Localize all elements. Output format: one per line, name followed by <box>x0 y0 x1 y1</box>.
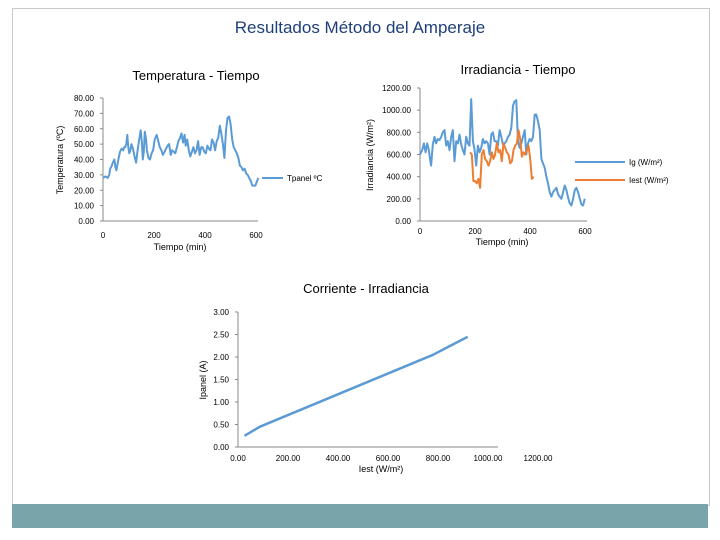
irr-legend-label-0: Ig (W/m²) <box>629 158 663 167</box>
temp-x-tick-label: 0 <box>100 231 106 240</box>
irr-y-tick-label: 800.00 <box>386 128 411 138</box>
irr-y-tick-label: 1000.00 <box>382 106 411 116</box>
temp-x-tick-label: 200 <box>147 231 161 240</box>
footer-bar <box>12 504 708 528</box>
ci-y-tick-label: 2.50 <box>213 330 229 340</box>
ci-x-tick-label: 200.00 <box>275 454 301 463</box>
ci-y-tick-label: 1.00 <box>213 398 229 407</box>
ci-y-tick-label: 3.00 <box>213 308 229 317</box>
irr-x-tick-label: 200 <box>468 227 482 236</box>
ci-x-tick-label: 1200.00 <box>523 454 553 463</box>
irr-chart-title: Irradiancia - Tiempo <box>460 62 576 77</box>
ci-x-axis-label: Iest (W/m²) <box>358 464 404 474</box>
ci-series-line-0 <box>245 337 468 436</box>
ci-y-tick-label: 0.50 <box>213 420 229 430</box>
temp-x-tick-label: 600 <box>249 231 263 240</box>
temp-y-tick-label: 10.00 <box>73 201 94 211</box>
temp-chart-title: Temperatura - Tiempo <box>132 68 260 83</box>
temp-y-axis-label: Temperatura (ºC) <box>55 125 65 195</box>
temp-y-tick-label: 0.00 <box>78 217 94 226</box>
temp-y-tick-label: 50.00 <box>73 140 94 150</box>
irr-x-tick-label: 400 <box>523 227 537 236</box>
temp-y-tick-label: 60.00 <box>73 124 94 134</box>
temp-y-tick-label: 80.00 <box>73 94 94 103</box>
temp-legend-label: Tpanel ºC <box>287 174 323 183</box>
ci-y-tick-label: 2.00 <box>213 353 229 362</box>
irr-y-tick-label: 0.00 <box>395 217 411 226</box>
ci-y-axis-label: Ipanel (A) <box>198 360 208 400</box>
irr-y-tick-label: 400.00 <box>386 172 411 182</box>
temp-x-tick-label: 400 <box>198 231 212 240</box>
temp-y-tick-label: 70.00 <box>73 109 94 119</box>
irr-y-axis-label: Irradiancia (W/m²) <box>365 118 375 192</box>
temp-y-tick-label: 40.00 <box>73 155 94 165</box>
irr-x-tick-label: 0 <box>417 227 423 236</box>
temp-y-tick-label: 30.00 <box>73 170 94 180</box>
temp-x-axis-label: Tiempo (min) <box>153 242 207 252</box>
ci-x-tick-label: 1000.00 <box>473 454 503 463</box>
ci-y-tick-label: 1.50 <box>213 375 229 385</box>
irr-x-tick-label: 600 <box>578 227 592 236</box>
ci-x-tick-label: 400.00 <box>325 454 351 463</box>
irr-y-tick-label: 200.00 <box>386 194 411 204</box>
ci-y-tick-label: 0.00 <box>213 443 229 452</box>
irr-legend-label-1: Iest (W/m²) <box>629 176 669 185</box>
ci-x-tick-label: 0.00 <box>230 454 246 463</box>
ci-x-tick-label: 600.00 <box>375 454 401 463</box>
temp-series-line-0 <box>103 117 259 186</box>
slide-title: Resultados Método del Amperaje <box>234 18 486 37</box>
temp-y-tick-label: 20.00 <box>73 186 94 196</box>
irr-y-tick-label: 1200.00 <box>382 84 411 93</box>
ci-chart-title: Corriente - Irradiancia <box>303 281 429 296</box>
ci-x-tick-label: 800.00 <box>425 454 451 463</box>
irr-y-tick-label: 600.00 <box>386 150 411 160</box>
irr-x-axis-label: Tiempo (min) <box>475 237 529 247</box>
